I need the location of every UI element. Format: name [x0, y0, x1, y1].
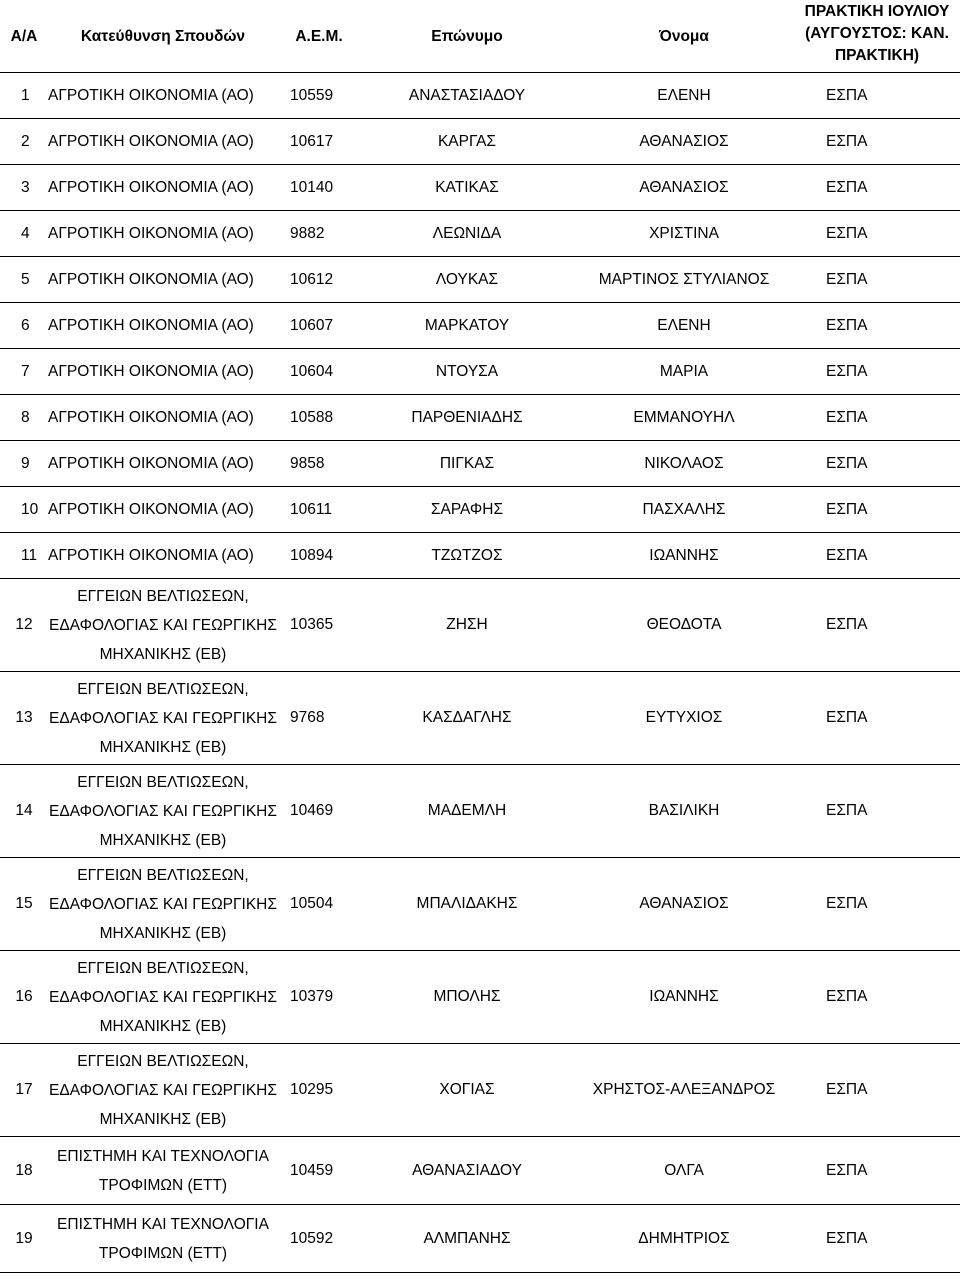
cell-department: ΑΓΡΟΤΙΚΗ ΟΙΚΟΝΟΜΙΑ (ΑΟ) — [48, 533, 278, 579]
cell-first-name: ΙΩΑΝΝΗΣ — [574, 533, 794, 579]
cell-aem: 10592 — [278, 1205, 360, 1273]
table-row — [0, 73, 960, 119]
cell-aa: 16 — [0, 951, 48, 1044]
cell-aem: 9858 — [278, 441, 360, 487]
cell-department: ΕΓΓΕΙΩΝ ΒΕΛΤΙΩΣΕΩΝ, ΕΔΑΦΟΛΟΓΙΑΣ ΚΑΙ ΓΕΩΡΓΙΚΗΣ ΜΗΧΑΝΙΚΗΣ (ΕΒ) — [48, 951, 278, 1044]
cell-practice: ΕΣΠΑ — [794, 211, 960, 257]
cell-practice: ΕΣΠΑ — [794, 487, 960, 533]
cell-practice: ΕΣΠΑ — [794, 395, 960, 441]
header-practice: ΠΡΑΚΤΙΚΗ ΙΟΥΛΙΟΥ (ΑΥΓΟΥΣΤΟΣ: ΚΑΝ. ΠΡΑΚΤΙΚΗ) — [794, 0, 960, 73]
cell-aa: 14 — [0, 765, 48, 858]
cell-department: ΕΠΙΣΤΗΜΗ ΚΑΙ ΤΕΧΝΟΛΟΓΙΑ ΤΡΟΦΙΜΩΝ (ΕΤΤ) — [48, 1137, 278, 1205]
cell-first-name: ΘΕΟΔΟΤΑ — [574, 579, 794, 672]
cell-last-name: ΜΠΟΛΗΣ — [360, 951, 574, 1044]
cell-aem: 10504 — [278, 858, 360, 951]
header-department: Κατεύθυνση Σπουδών — [48, 0, 278, 73]
cell-practice: ΕΣΠΑ — [794, 303, 960, 349]
cell-aa: 11 — [0, 533, 48, 579]
table-row — [0, 1044, 960, 1137]
cell-department: ΕΓΓΕΙΩΝ ΒΕΛΤΙΩΣΕΩΝ, ΕΔΑΦΟΛΟΓΙΑΣ ΚΑΙ ΓΕΩΡΓΙΚΗΣ ΜΗΧΑΝΙΚΗΣ (ΕΒ) — [48, 579, 278, 672]
cell-practice: ΕΣΠΑ — [794, 533, 960, 579]
cell-last-name: ΠΑΡΘΕΝΙΑΔΗΣ — [360, 395, 574, 441]
cell-last-name: ΜΑΡΚΑΤΟΥ — [360, 303, 574, 349]
table-row — [0, 1137, 960, 1205]
table-row — [0, 257, 960, 303]
cell-department: ΑΓΡΟΤΙΚΗ ΟΙΚΟΝΟΜΙΑ (ΑΟ) — [48, 211, 278, 257]
cell-practice: ΕΣΠΑ — [794, 765, 960, 858]
cell-department: ΑΓΡΟΤΙΚΗ ΟΙΚΟΝΟΜΙΑ (ΑΟ) — [48, 441, 278, 487]
cell-last-name: ΚΑΡΓΑΣ — [360, 119, 574, 165]
cell-first-name: ΠΑΣΧΑΛΗΣ — [574, 487, 794, 533]
cell-aem: 10469 — [278, 765, 360, 858]
cell-practice: ΕΣΠΑ — [794, 858, 960, 951]
cell-aem: 10612 — [278, 257, 360, 303]
cell-aem: 9768 — [278, 672, 360, 765]
cell-first-name: ΑΘΑΝΑΣΙΟΣ — [574, 119, 794, 165]
cell-aa: 17 — [0, 1044, 48, 1137]
cell-aem: 9882 — [278, 211, 360, 257]
cell-aa: 10 — [0, 487, 48, 533]
cell-last-name: ΣΑΡΑΦΗΣ — [360, 487, 574, 533]
cell-aa: 6 — [0, 303, 48, 349]
table-row — [0, 672, 960, 765]
cell-last-name: ΜΑΔΕΜΛΗ — [360, 765, 574, 858]
cell-aem: 10365 — [278, 579, 360, 672]
cell-aa: 8 — [0, 395, 48, 441]
cell-first-name: ΔΗΜΗΤΡΙΟΣ — [574, 1205, 794, 1273]
table-row — [0, 349, 960, 395]
cell-last-name: ΤΖΩΤΖΟΣ — [360, 533, 574, 579]
cell-first-name: ΧΡΗΣΤΟΣ-ΑΛΕΞΑΝΔΡΟΣ — [574, 1044, 794, 1137]
cell-aa: 18 — [0, 1137, 48, 1205]
table-row — [0, 533, 960, 579]
cell-first-name: ΒΑΣΙΛΙΚΗ — [574, 765, 794, 858]
cell-aa: 12 — [0, 579, 48, 672]
header-last-name: Επώνυμο — [360, 0, 574, 73]
cell-practice: ΕΣΠΑ — [794, 951, 960, 1044]
cell-department: ΑΓΡΟΤΙΚΗ ΟΙΚΟΝΟΜΙΑ (ΑΟ) — [48, 165, 278, 211]
cell-last-name: ΑΘΑΝΑΣΙΑΔΟΥ — [360, 1137, 574, 1205]
cell-first-name: ΟΛΓΑ — [574, 1137, 794, 1205]
cell-department: ΑΓΡΟΤΙΚΗ ΟΙΚΟΝΟΜΙΑ (ΑΟ) — [48, 487, 278, 533]
cell-first-name: ΝΙΚΟΛΑΟΣ — [574, 441, 794, 487]
table-row — [0, 165, 960, 211]
cell-last-name: ΧΟΓΙΑΣ — [360, 1044, 574, 1137]
cell-practice: ΕΣΠΑ — [794, 1044, 960, 1137]
cell-practice: ΕΣΠΑ — [794, 165, 960, 211]
cell-aa: 2 — [0, 119, 48, 165]
table-row — [0, 441, 960, 487]
cell-aem: 10559 — [278, 73, 360, 119]
cell-practice: ΕΣΠΑ — [794, 672, 960, 765]
cell-aa: 4 — [0, 211, 48, 257]
cell-last-name: ΑΛΜΠΑΝΗΣ — [360, 1205, 574, 1273]
cell-aem: 10611 — [278, 487, 360, 533]
cell-department: ΑΓΡΟΤΙΚΗ ΟΙΚΟΝΟΜΙΑ (ΑΟ) — [48, 303, 278, 349]
cell-aa: 9 — [0, 441, 48, 487]
cell-aem: 10894 — [278, 533, 360, 579]
cell-last-name: ΖΗΣΗ — [360, 579, 574, 672]
table-row — [0, 211, 960, 257]
cell-first-name: ΕΜΜΑΝΟΥΗΛ — [574, 395, 794, 441]
cell-last-name: ΚΑΣΔΑΓΛΗΣ — [360, 672, 574, 765]
table-row — [0, 765, 960, 858]
cell-aem: 10140 — [278, 165, 360, 211]
cell-aa: 19 — [0, 1205, 48, 1273]
cell-aa: 13 — [0, 672, 48, 765]
cell-aa: 1 — [0, 73, 48, 119]
cell-first-name: ΕΛΕΝΗ — [574, 73, 794, 119]
cell-first-name: ΕΥΤΥΧΙΟΣ — [574, 672, 794, 765]
cell-first-name: ΧΡΙΣΤΙΝΑ — [574, 211, 794, 257]
cell-aa: 5 — [0, 257, 48, 303]
table-row — [0, 858, 960, 951]
cell-practice: ΕΣΠΑ — [794, 73, 960, 119]
cell-aa: 7 — [0, 349, 48, 395]
cell-last-name: ΠΙΓΚΑΣ — [360, 441, 574, 487]
cell-department: ΕΓΓΕΙΩΝ ΒΕΛΤΙΩΣΕΩΝ, ΕΔΑΦΟΛΟΓΙΑΣ ΚΑΙ ΓΕΩΡΓΙΚΗΣ ΜΗΧΑΝΙΚΗΣ (ΕΒ) — [48, 1044, 278, 1137]
cell-department: ΑΓΡΟΤΙΚΗ ΟΙΚΟΝΟΜΙΑ (ΑΟ) — [48, 119, 278, 165]
cell-first-name: ΕΛΕΝΗ — [574, 303, 794, 349]
cell-aa: 15 — [0, 858, 48, 951]
cell-first-name: ΙΩΑΝΝΗΣ — [574, 951, 794, 1044]
cell-department: ΑΓΡΟΤΙΚΗ ΟΙΚΟΝΟΜΙΑ (ΑΟ) — [48, 73, 278, 119]
header-aem: Α.Ε.Μ. — [278, 0, 360, 73]
table-row — [0, 579, 960, 672]
cell-aem: 10379 — [278, 951, 360, 1044]
cell-practice: ΕΣΠΑ — [794, 119, 960, 165]
cell-last-name: ΛΕΩΝΙΔΑ — [360, 211, 574, 257]
cell-first-name: ΜΑΡΙΑ — [574, 349, 794, 395]
cell-first-name: ΜΑΡΤΙΝΟΣ ΣΤΥΛΙΑΝΟΣ — [574, 257, 794, 303]
cell-department: ΕΓΓΕΙΩΝ ΒΕΛΤΙΩΣΕΩΝ, ΕΔΑΦΟΛΟΓΙΑΣ ΚΑΙ ΓΕΩΡΓΙΚΗΣ ΜΗΧΑΝΙΚΗΣ (ΕΒ) — [48, 672, 278, 765]
cell-first-name: ΑΘΑΝΑΣΙΟΣ — [574, 858, 794, 951]
cell-last-name: ΛΟΥΚΑΣ — [360, 257, 574, 303]
cell-aem: 10617 — [278, 119, 360, 165]
cell-practice: ΕΣΠΑ — [794, 579, 960, 672]
cell-last-name: ΚΑΤΙΚΑΣ — [360, 165, 574, 211]
table-row — [0, 395, 960, 441]
cell-department: ΑΓΡΟΤΙΚΗ ΟΙΚΟΝΟΜΙΑ (ΑΟ) — [48, 349, 278, 395]
cell-department: ΕΓΓΕΙΩΝ ΒΕΛΤΙΩΣΕΩΝ, ΕΔΑΦΟΛΟΓΙΑΣ ΚΑΙ ΓΕΩΡΓΙΚΗΣ ΜΗΧΑΝΙΚΗΣ (ΕΒ) — [48, 858, 278, 951]
table-row — [0, 1205, 960, 1273]
cell-practice: ΕΣΠΑ — [794, 1137, 960, 1205]
cell-department: ΕΠΙΣΤΗΜΗ ΚΑΙ ΤΕΧΝΟΛΟΓΙΑ ΤΡΟΦΙΜΩΝ (ΕΤΤ) — [48, 1205, 278, 1273]
table-header-row — [0, 0, 960, 73]
table-row — [0, 303, 960, 349]
cell-aem: 10607 — [278, 303, 360, 349]
cell-aem: 10588 — [278, 395, 360, 441]
cell-last-name: ΑΝΑΣΤΑΣΙΑΔΟΥ — [360, 73, 574, 119]
cell-last-name: ΝΤΟΥΣΑ — [360, 349, 574, 395]
cell-practice: ΕΣΠΑ — [794, 257, 960, 303]
cell-department: ΑΓΡΟΤΙΚΗ ΟΙΚΟΝΟΜΙΑ (ΑΟ) — [48, 395, 278, 441]
cell-department: ΕΓΓΕΙΩΝ ΒΕΛΤΙΩΣΕΩΝ, ΕΔΑΦΟΛΟΓΙΑΣ ΚΑΙ ΓΕΩΡΓΙΚΗΣ ΜΗΧΑΝΙΚΗΣ (ΕΒ) — [48, 765, 278, 858]
header-aa: Α/Α — [0, 0, 48, 73]
table-row — [0, 487, 960, 533]
cell-aa: 3 — [0, 165, 48, 211]
cell-aem: 10295 — [278, 1044, 360, 1137]
cell-practice: ΕΣΠΑ — [794, 441, 960, 487]
cell-aem: 10604 — [278, 349, 360, 395]
cell-practice: ΕΣΠΑ — [794, 349, 960, 395]
cell-aem: 10459 — [278, 1137, 360, 1205]
cell-practice: ΕΣΠΑ — [794, 1205, 960, 1273]
cell-department: ΑΓΡΟΤΙΚΗ ΟΙΚΟΝΟΜΙΑ (ΑΟ) — [48, 257, 278, 303]
table-row — [0, 951, 960, 1044]
cell-last-name: ΜΠΑΛΙΔΑΚΗΣ — [360, 858, 574, 951]
cell-first-name: ΑΘΑΝΑΣΙΟΣ — [574, 165, 794, 211]
table-row — [0, 119, 960, 165]
header-first-name: Όνομα — [574, 0, 794, 73]
